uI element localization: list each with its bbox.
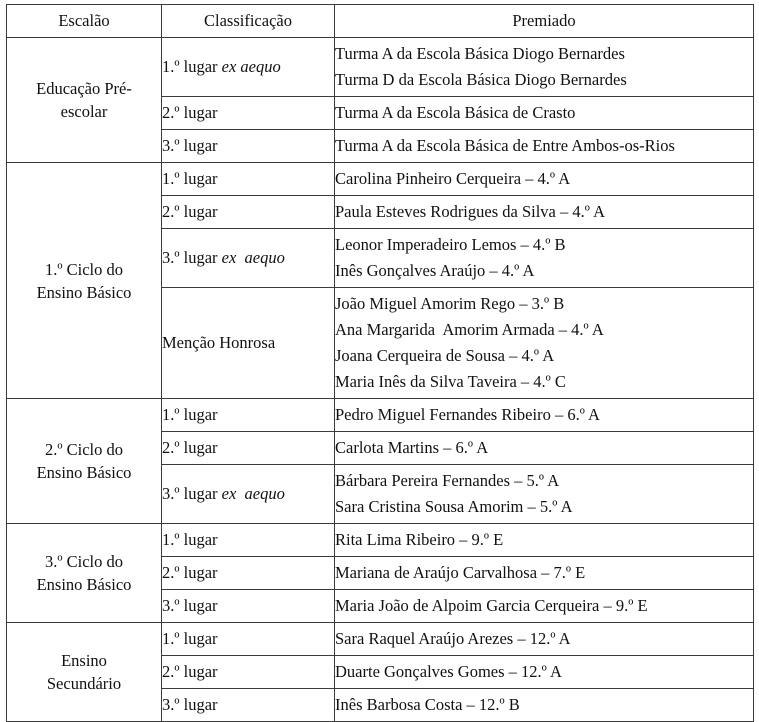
winner-name: Carlota Martins – 6.º A [335, 438, 489, 457]
classification-cell [162, 432, 335, 465]
winner-cell [335, 38, 754, 97]
winner-name: Inês Barbosa Costa – 12.º B [335, 695, 520, 714]
winner-name: Bárbara Pereira Fernandes – 5.º A [335, 471, 560, 490]
classification-cell [162, 524, 335, 557]
classification-cell [162, 656, 335, 689]
winner-cell [335, 399, 754, 432]
place-label: 1.º lugar [162, 405, 218, 424]
level-cell [7, 623, 162, 722]
level-label-line: 3.º Ciclo do [45, 552, 123, 571]
place-label: 1.º lugar [162, 57, 218, 76]
winner-name: Rita Lima Ribeiro – 9.º E [335, 530, 504, 549]
winner-name: Turma A da Escola Básica de Entre Ambos-os-Rios [335, 136, 675, 155]
classification-cell [162, 288, 335, 399]
winner-cell [335, 288, 754, 399]
classification-cell [162, 229, 335, 288]
winner-cell [335, 689, 754, 722]
place-label: 3.º lugar [162, 248, 218, 267]
winner-cell [335, 229, 754, 288]
classification-cell [162, 399, 335, 432]
level-label-line: Educação Pré- [36, 79, 132, 98]
level-label-line: Ensino [61, 651, 107, 670]
table-row [7, 399, 754, 432]
winner-name: Leonor Imperadeiro Lemos – 4.º B [335, 235, 566, 254]
winner-cell [335, 557, 754, 590]
winner-name: Carolina Pinheiro Cerqueira – 4.º A [335, 169, 571, 188]
ex-aequo-qualifier: ex aequo [221, 248, 285, 267]
winner-cell [335, 163, 754, 196]
classification-cell [162, 130, 335, 163]
level-label-line: Secundário [46, 674, 122, 693]
classification-cell [162, 557, 335, 590]
winner-cell [335, 432, 754, 465]
winner-name: Inês Gonçalves Araújo – 4.º A [335, 261, 535, 280]
place-label: Menção Honrosa [162, 333, 276, 352]
ex-aequo-qualifier: ex aequo [221, 484, 285, 503]
winner-cell [335, 623, 754, 656]
level-label-line: Ensino Básico [36, 575, 132, 594]
winner-name: Sara Cristina Sousa Amorim – 5.º A [335, 497, 573, 516]
winner-name: Maria João de Alpoim Garcia Cerqueira – 9.º E [335, 596, 648, 615]
winner-name: Sara Raquel Araújo Arezes – 12.º A [335, 629, 571, 648]
classification-cell [162, 623, 335, 656]
level-label-line: Ensino Básico [36, 463, 132, 482]
classification-cell [162, 590, 335, 623]
level-label-line: Ensino Básico [36, 282, 132, 302]
winner-name: Maria Inês da Silva Taveira – 4.º C [335, 372, 566, 391]
classification-cell [162, 465, 335, 524]
winner-name: Mariana de Araújo Carvalhosa – 7.º E [335, 563, 586, 582]
header-winner: Premiado [335, 5, 754, 38]
classification-cell [162, 163, 335, 196]
place-label: 3.º lugar [162, 136, 218, 155]
place-label: 1.º lugar [162, 169, 218, 188]
table-row [7, 524, 754, 557]
winner-name: Turma A da Escola Básica Diogo Bernardes [335, 44, 625, 63]
header-level: Escalão [7, 5, 162, 38]
header-row [7, 5, 754, 38]
level-cell [7, 524, 162, 623]
winner-cell [335, 524, 754, 557]
awards-table [6, 4, 754, 722]
classification-cell [162, 38, 335, 97]
winner-name: Joana Cerqueira de Sousa – 4.º A [335, 346, 555, 365]
winner-name: João Miguel Amorim Rego – 3.º B [335, 294, 565, 313]
winner-name: Turma A da Escola Básica de Crasto [335, 103, 576, 122]
winner-cell [335, 465, 754, 524]
place-label: 2.º lugar [162, 563, 218, 582]
header-classification: Classificação [162, 5, 335, 38]
place-label: 2.º lugar [162, 202, 218, 221]
place-label: 2.º lugar [162, 103, 218, 122]
winner-cell [335, 590, 754, 623]
winner-name: Paula Esteves Rodrigues da Silva – 4.º A [335, 202, 606, 221]
winner-cell [335, 130, 754, 163]
ex-aequo-qualifier: ex aequo [221, 57, 281, 76]
place-label: 2.º lugar [162, 438, 218, 457]
winner-cell [335, 656, 754, 689]
place-label: 3.º lugar [162, 484, 218, 503]
classification-cell [162, 97, 335, 130]
winner-cell [335, 97, 754, 130]
winner-name: Duarte Gonçalves Gomes – 12.º A [335, 662, 562, 681]
table-row [7, 623, 754, 656]
level-label-line: escolar [60, 102, 108, 121]
winner-name: Pedro Miguel Fernandes Ribeiro – 6.º A [335, 405, 600, 424]
level-cell [7, 163, 162, 399]
classification-cell [162, 196, 335, 229]
level-label-line: 1.º Ciclo do [45, 259, 123, 279]
table-body [7, 38, 754, 722]
level-cell [7, 399, 162, 524]
table-row [7, 38, 754, 97]
level-label-line: 2.º Ciclo do [45, 440, 123, 459]
level-cell [7, 38, 162, 163]
winner-cell [335, 196, 754, 229]
place-label: 3.º lugar [162, 596, 218, 615]
place-label: 3.º lugar [162, 695, 218, 714]
place-label: 1.º lugar [162, 629, 218, 648]
classification-cell [162, 689, 335, 722]
place-label: 1.º lugar [162, 530, 218, 549]
winner-name: Turma D da Escola Básica Diogo Bernardes [335, 70, 627, 89]
winner-name: Ana Margarida Amorim Armada – 4.º A [335, 320, 604, 339]
place-label: 2.º lugar [162, 662, 218, 681]
table-row [7, 163, 754, 196]
